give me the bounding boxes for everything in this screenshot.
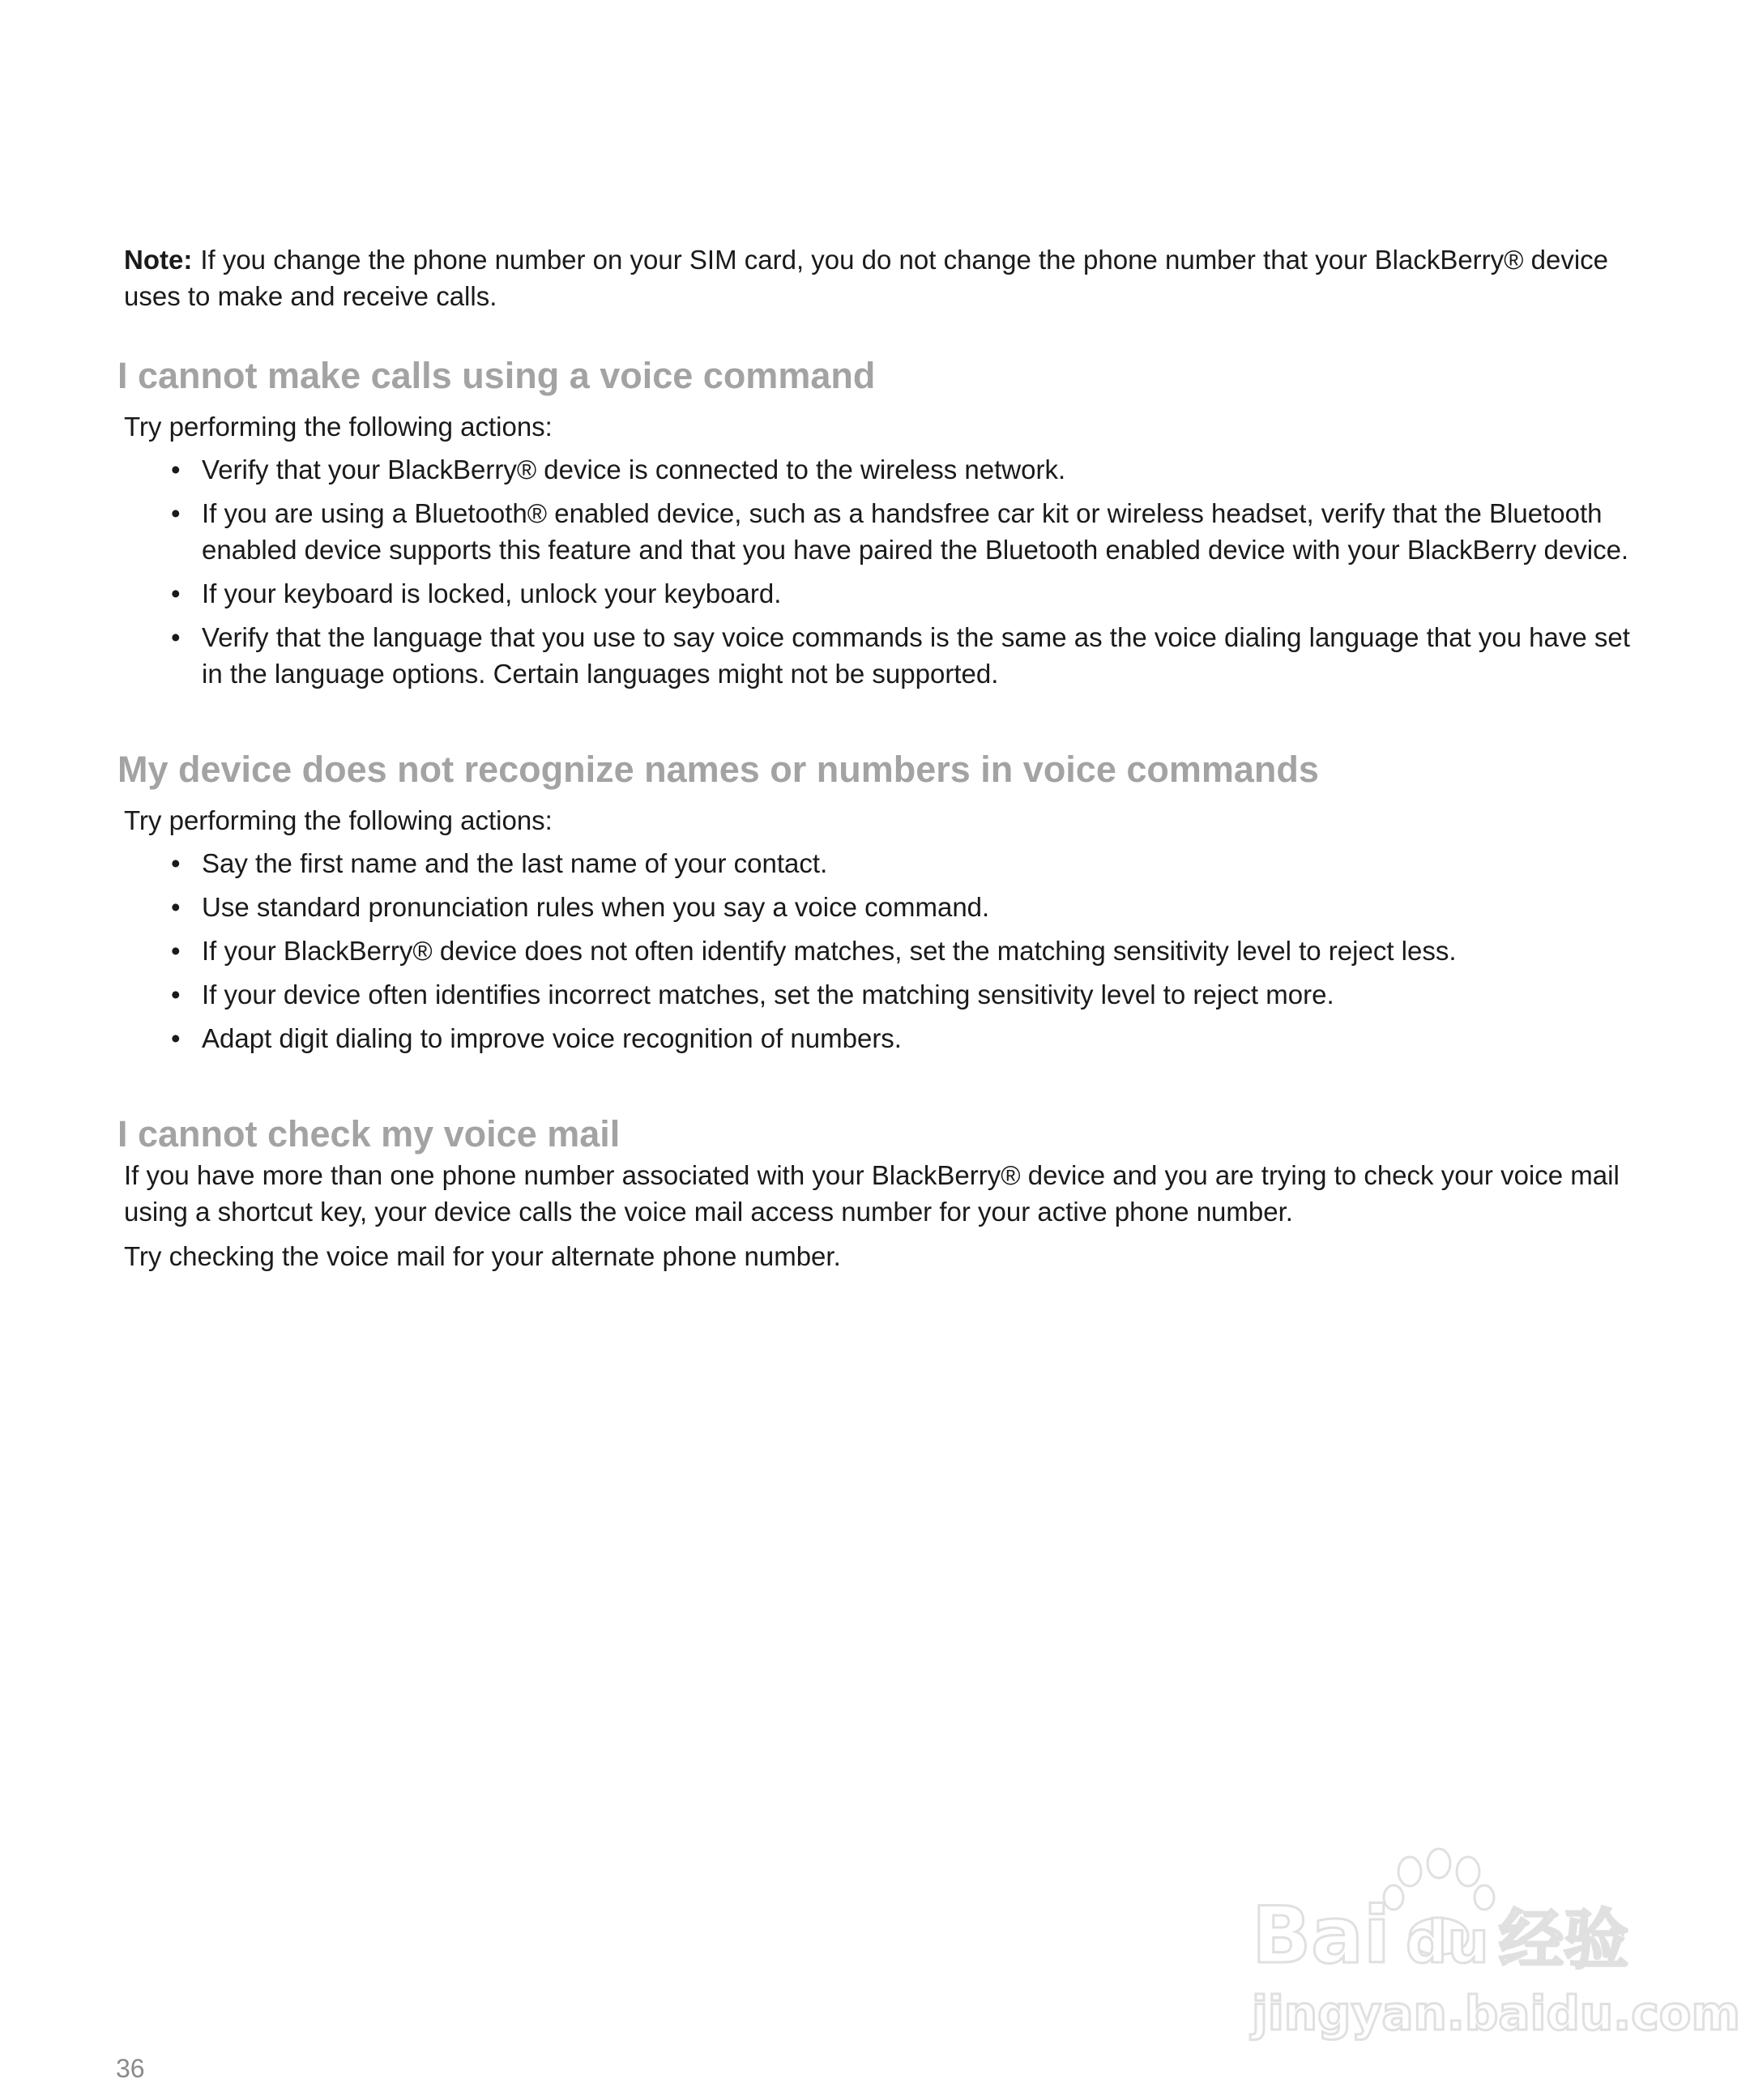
list-item bbox=[124, 845, 1631, 881]
bullet-list bbox=[124, 845, 1631, 1056]
list-item bbox=[124, 619, 1631, 692]
list-item bbox=[124, 495, 1631, 568]
list-item-text: Verify that your BlackBerry® device is connected to the wireless network. bbox=[202, 455, 1066, 484]
baidu-watermark-logo bbox=[1248, 1847, 1740, 2050]
page-number: 36 bbox=[116, 2054, 145, 2083]
list-item bbox=[124, 933, 1631, 969]
list-item-text: Adapt digit dialing to improve voice recognition of numbers. bbox=[202, 1023, 902, 1053]
paw-logo-icon bbox=[1248, 1847, 1740, 2050]
bullet-icon: • bbox=[171, 578, 181, 608]
section-voice-command-calls bbox=[117, 353, 1631, 692]
list-item-text: If your device often identifies incorrect matches, set the matching sensitivity level to reject more. bbox=[202, 980, 1334, 1009]
note-label: Note: bbox=[124, 245, 193, 275]
list-item bbox=[124, 1020, 1631, 1056]
list-item-text: If your keyboard is locked, unlock your keyboard. bbox=[202, 578, 782, 608]
watermark-brand-suffix: du bbox=[1406, 1908, 1489, 1976]
list-item-text: Say the first name and the last name of your contact. bbox=[202, 848, 828, 878]
section-intro: Try performing the following actions: bbox=[124, 805, 553, 835]
bullet-list bbox=[124, 451, 1631, 692]
bullet-icon: • bbox=[171, 936, 181, 966]
watermark-cn: 经验 bbox=[1499, 1902, 1628, 1978]
list-item-text: If you are using a Bluetooth® enabled device, such as a handsfree car kit or wireless headset, verify that the Bluetooth enabled device supports this feature and that you have paired the Bluetooth enabled device with your BlackBerry device. bbox=[202, 498, 1629, 565]
note-text: If you change the phone number on your SIM card, you do not change the phone number that your BlackBerry® device uses to make and receive calls. bbox=[124, 245, 1609, 311]
bullet-icon: • bbox=[171, 1023, 181, 1053]
note-paragraph bbox=[124, 241, 1631, 314]
bullet-icon: • bbox=[171, 455, 181, 484]
bullet-icon: • bbox=[171, 980, 181, 1009]
list-item bbox=[124, 451, 1631, 488]
bullet-icon: • bbox=[171, 622, 181, 652]
section-paragraph: If you have more than one phone number associated with your BlackBerry® device and you are trying to check your voice mail using a shortcut key, your device calls the voice mail access number for your active phone number. bbox=[124, 1160, 1620, 1227]
list-item bbox=[124, 575, 1631, 612]
bullet-icon: • bbox=[171, 498, 181, 528]
watermark-brand: Bai bbox=[1252, 1890, 1390, 1981]
page-content bbox=[117, 241, 1631, 1274]
section-heading: I cannot check my voice mail bbox=[117, 1113, 621, 1155]
section-voice-mail bbox=[117, 1112, 1631, 1274]
list-item-text: If your BlackBerry® device does not often identify matches, set the matching sensitivity level to reject less. bbox=[202, 936, 1457, 966]
list-item-text: Use standard pronunciation rules when you say a voice command. bbox=[202, 892, 990, 922]
section-recognize-names bbox=[117, 747, 1631, 1056]
watermark-url: jingyan.baidu.com bbox=[1252, 1986, 1740, 2041]
bullet-icon: • bbox=[171, 848, 181, 878]
list-item bbox=[124, 976, 1631, 1013]
section-heading: My device does not recognize names or numbers in voice commands bbox=[117, 749, 1319, 790]
section-heading: I cannot make calls using a voice command bbox=[117, 355, 876, 396]
section-paragraph: Try checking the voice mail for your alternate phone number. bbox=[124, 1241, 841, 1271]
bullet-icon: • bbox=[171, 892, 181, 922]
list-item-text: Verify that the language that you use to say voice commands is the same as the voice dialing language that you have set in the language options. Certain languages might not be supported. bbox=[202, 622, 1630, 689]
list-item bbox=[124, 889, 1631, 925]
section-intro: Try performing the following actions: bbox=[124, 412, 553, 442]
